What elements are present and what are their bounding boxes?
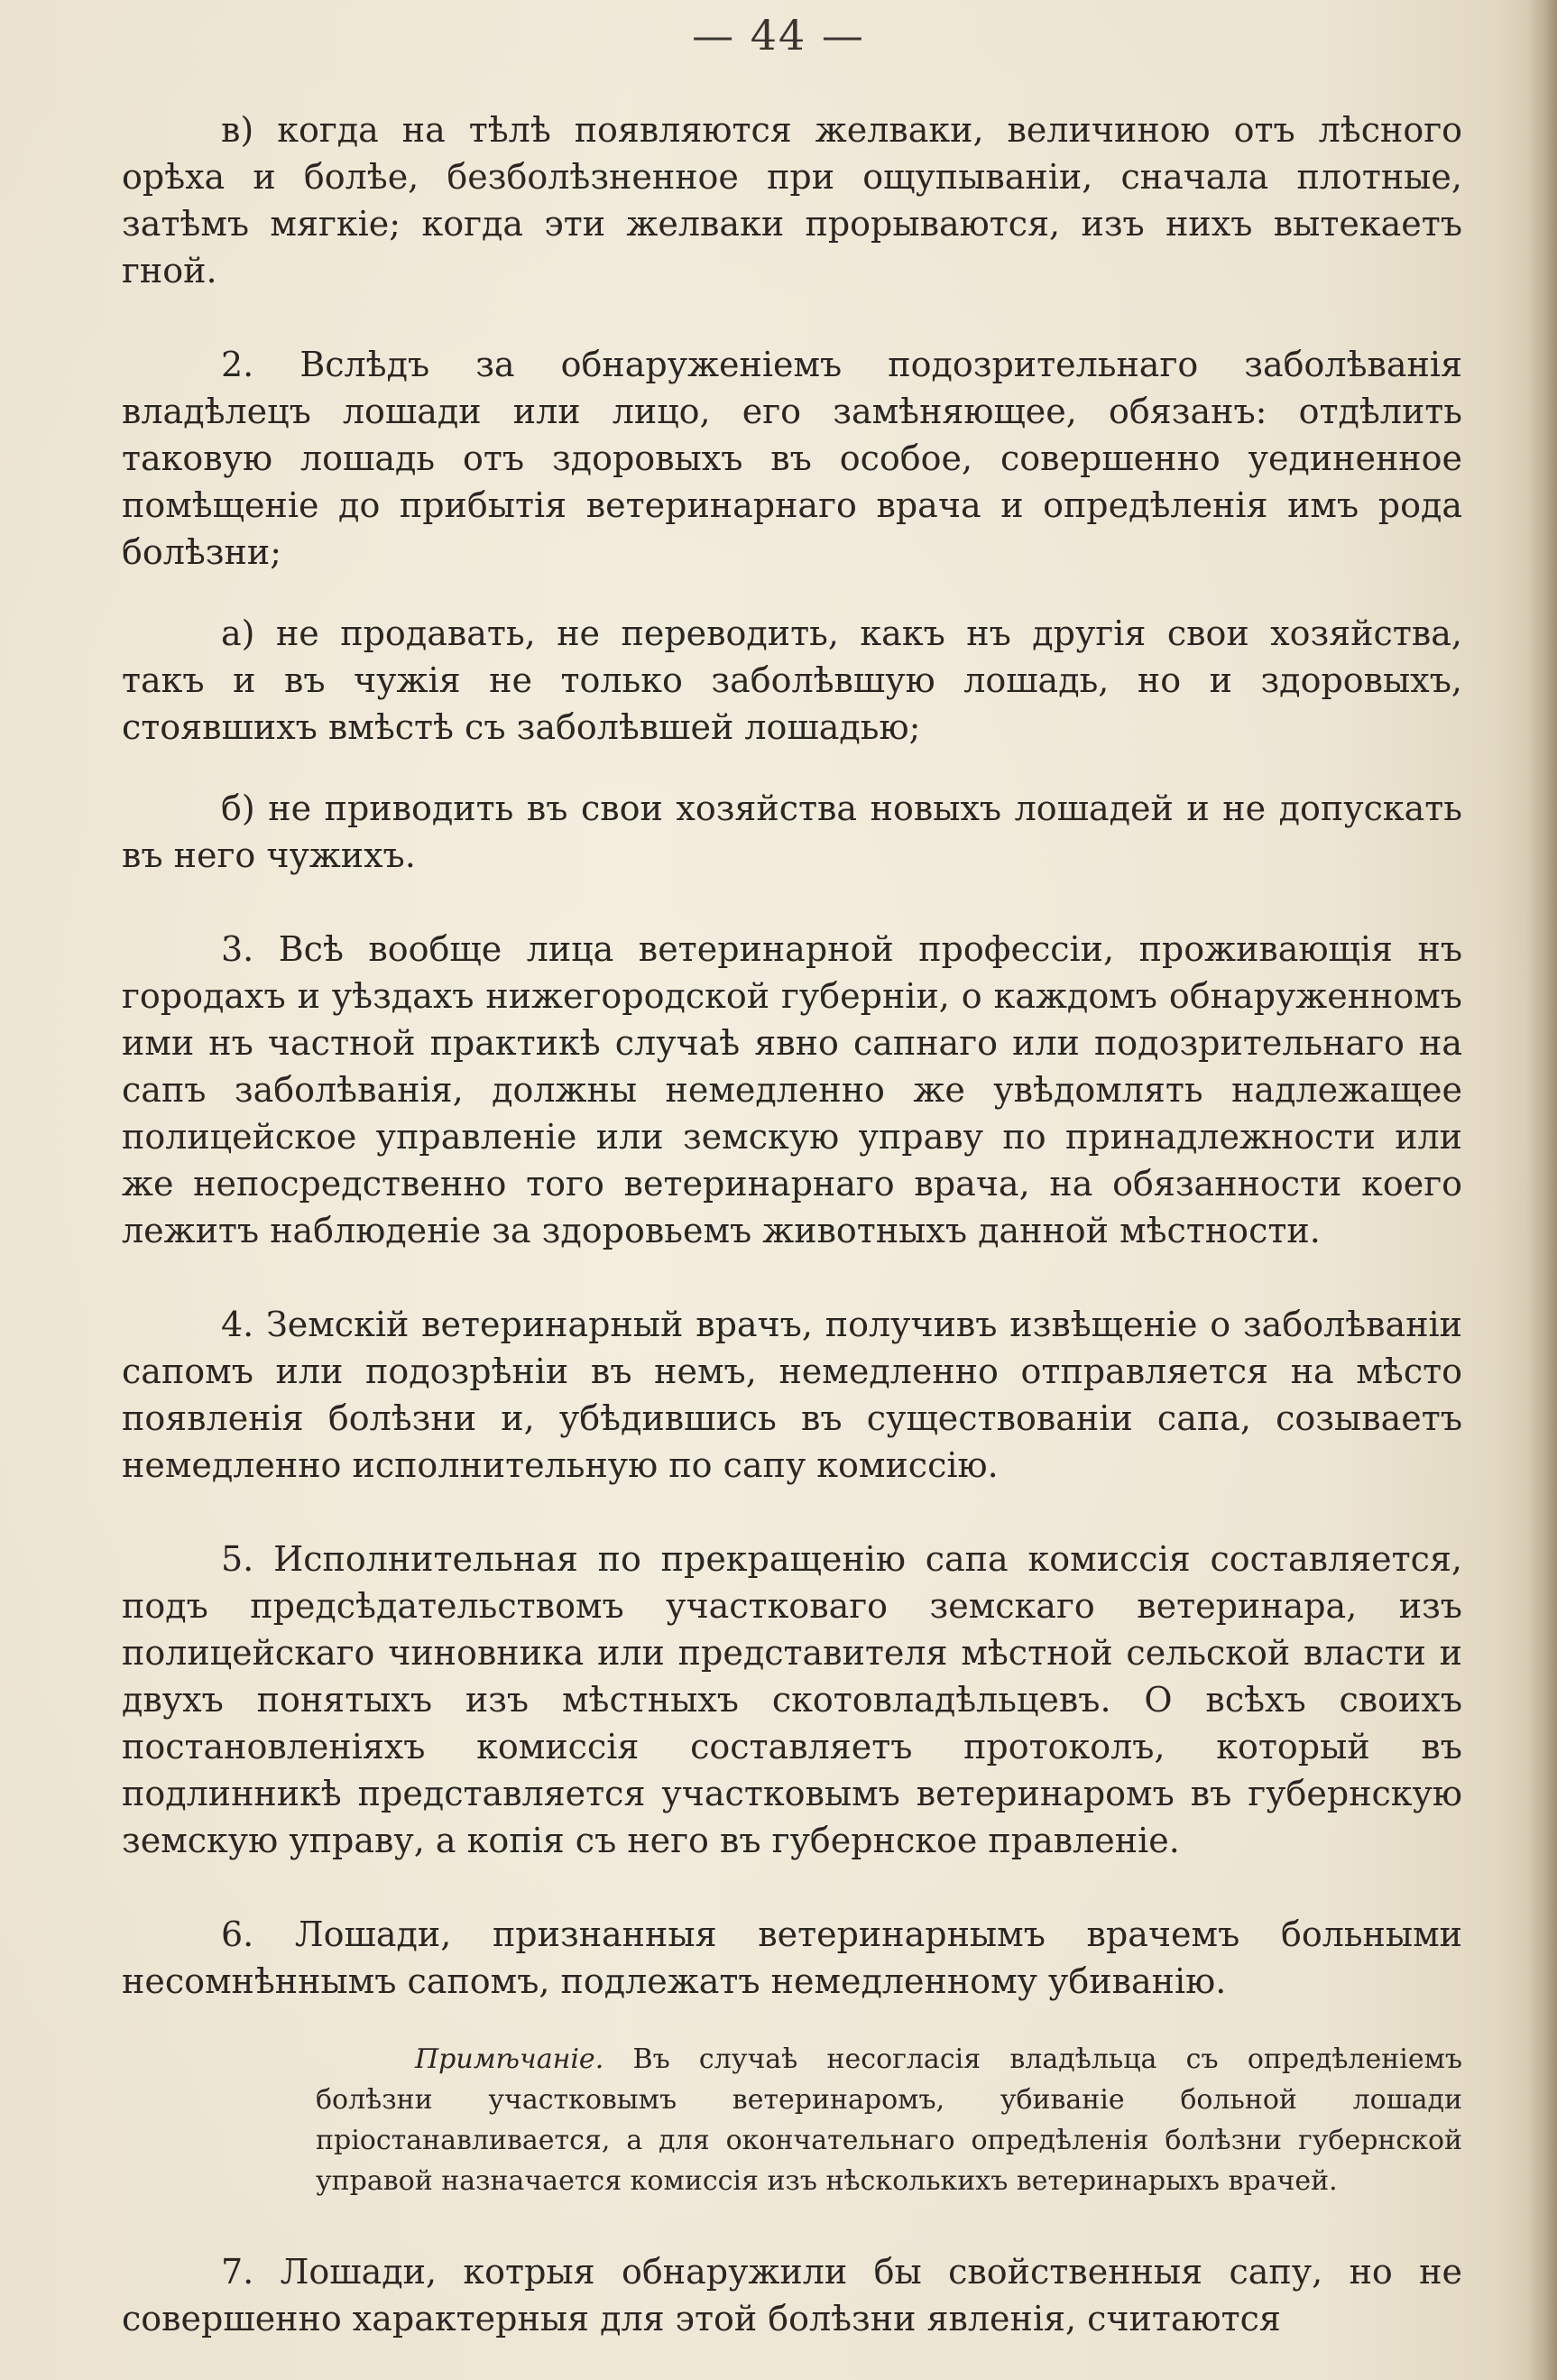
paragraph-gap	[122, 1254, 1462, 1301]
paragraph-clause-b: б) не приводить въ свои хозяйства новыхъ лошадей и не допускать въ него чужихъ.	[122, 789, 1462, 875]
paragraph-gap	[122, 879, 1462, 926]
paragraph-gap	[122, 2201, 1462, 2248]
paragraph-gap	[122, 576, 1462, 610]
paragraph-gap	[122, 294, 1462, 341]
paragraph-clause-v: в) когда на тѣлѣ появляются желваки, величиною отъ лѣсного орѣха и болѣе, безболѣзненное при ощупываніи, сначала плотные, затѣмъ мягкіе; когда эти желваки прорываются, изъ нихъ вытекаетъ гной.	[122, 110, 1462, 291]
page-edge-shadow	[1526, 0, 1557, 2380]
paragraph-section-3: 3. Всѣ вообще лица ветеринарной профессіи, проживающія нъ городахъ и уѣздахъ нижегородской губерніи, о каждомъ обнаруженномъ ими нъ частной практикѣ случаѣ явно сапнаго или подозрительнаго на сапъ заболѣванія, должны немедленно же увѣдомлять надлежащее полицейское управленіе или земскую управу по принадлежности или же непосредственно того ветеринарнаго врача, на обязанности коего лежитъ наблюденіе за здоровьемъ животныхъ данной мѣстности.	[122, 929, 1462, 1250]
footnote-label: Примѣчаніе.	[415, 2043, 604, 2075]
footnote-text: Въ случаѣ несогласія владѣльца съ опредѣленіемъ болѣзни участковымъ ветеринаромъ, убиваніе больной лошади пріостанавливается, а для окончательнаго опредѣленія болѣзни губернской управой назначается комиссія изъ нѣсколькихъ ветеринарыхъ врачей.	[316, 2043, 1462, 2197]
paragraph-section-5: 5. Исполнительная по прекращенію сапа комиссія составляется, подъ предсѣдательствомъ участковаго земскаго ветеринара, изъ полицейскаго чиновника или представителя мѣстной сельской власти и двухъ понятыхъ изъ мѣстныхъ скотовладѣльцевъ. О всѣхъ своихъ постановленіяхъ комиссія составляетъ протоколъ, который въ подлинникѣ представляется участковымъ ветеринаромъ въ губернскую земскую управу, а копія съ него въ губернское правленіе.	[122, 1539, 1462, 1860]
footnote-remark	[316, 2039, 1462, 2201]
paragraph-section-7: 7. Лошади, котрыя обнаружили бы свойственныя сапу, но не совершенно характерныя для этой болѣзни явленія, считаются	[122, 2252, 1462, 2338]
paragraph-section-2: 2. Вслѣдъ за обнаруженіемъ подозрительнаго заболѣванія владѣлецъ лошади или лицо, его замѣняющее, обязанъ: отдѣлить таковую лошадь отъ здоровыхъ въ особое, совершенно уединенное помѣщеніе до прибытія ветеринарнаго врача и опредѣленія имъ рода болѣзни;	[122, 345, 1462, 572]
page-body	[122, 106, 1462, 2342]
paragraph-gap	[122, 751, 1462, 785]
paragraph-gap	[122, 1864, 1462, 1911]
paragraph-gap	[122, 2005, 1462, 2039]
page-number: — 44 —	[692, 11, 865, 60]
paragraph-section-6: 6. Лошади, признанныя ветеринарнымъ врачемъ больными несомнѣннымъ сапомъ, подлежатъ немедленному убиванію.	[122, 1914, 1462, 2001]
paragraph-section-4: 4. Земскій ветеринарный врачъ, получивъ извѣщеніе о заболѣваніи сапомъ или подозрѣніи въ немъ, немедленно отправляется на мѣсто появленія болѣзни и, убѣдившись въ существованіи сапа, созываетъ немедленно исполнительную по сапу комиссію.	[122, 1305, 1462, 1485]
paragraph-clause-a: а) не продавать, не переводить, какъ нъ другія свои хозяйства, такъ и въ чужія не только заболѣвшую лошадь, но и здоровыхъ, стоявшихъ вмѣстѣ съ заболѣвшей лошадью;	[122, 613, 1462, 747]
paragraph-gap	[122, 1489, 1462, 1536]
